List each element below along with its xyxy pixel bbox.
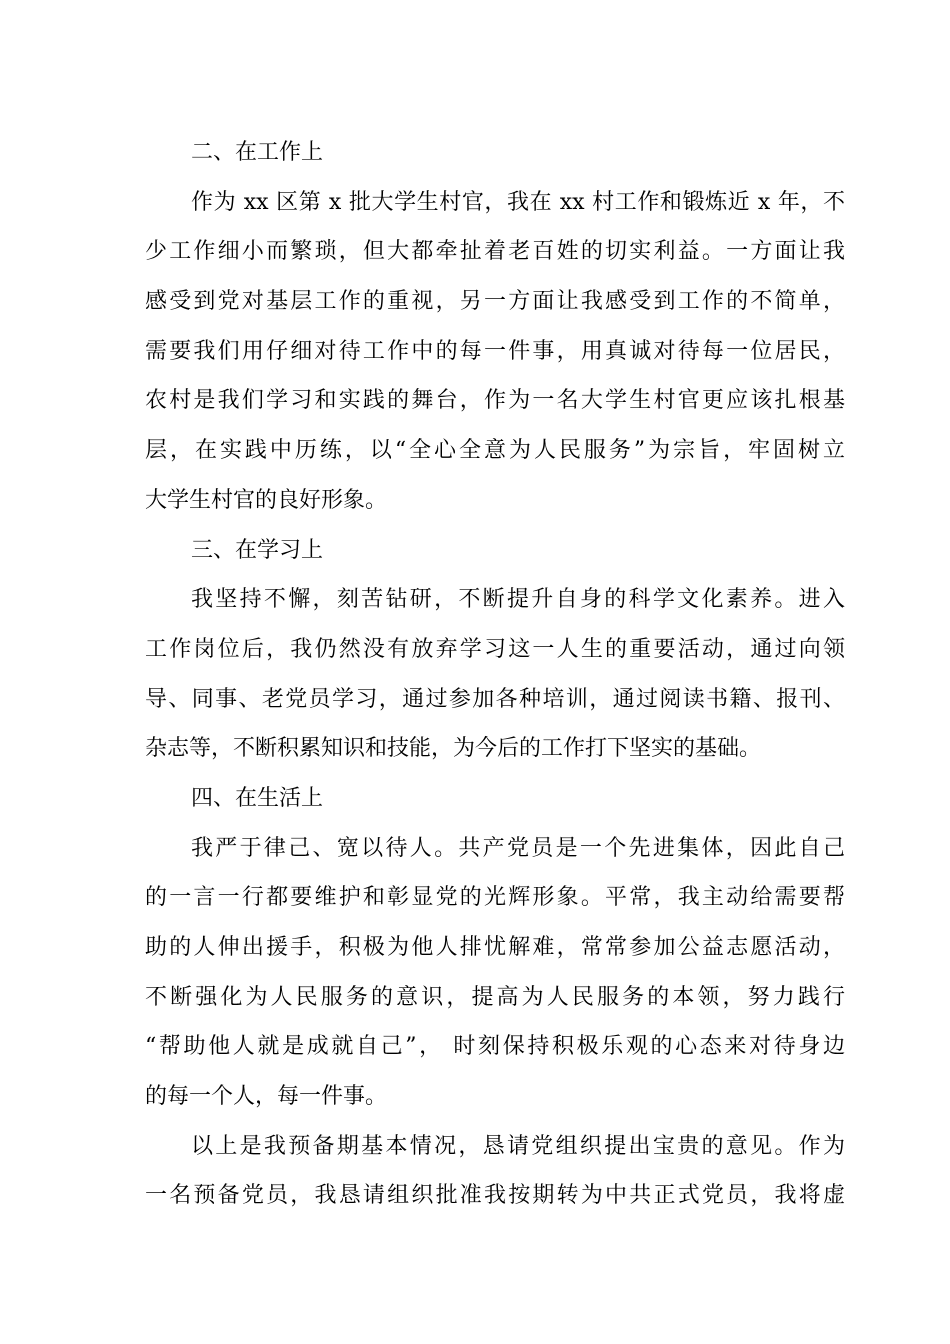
- paragraph-line: “帮助他人就是成就自己”， 时刻保持积极乐观的心态来对待身边: [145, 1034, 845, 1060]
- paragraph-line: 导、同事、老党员学习，通过参加各种培训，通过阅读书籍、报刊、: [145, 686, 845, 712]
- paragraph-line: 层，在实践中历练，以“全心全意为人民服务”为宗旨，牢固树立: [145, 438, 845, 464]
- paragraph-line: 少工作细小而繁琐，但大都牵扯着老百姓的切实利益。一方面让我: [145, 239, 845, 265]
- section-heading-study: 三、在学习上: [191, 537, 324, 563]
- paragraph-line: 的每一个人，每一件事。: [145, 1084, 388, 1110]
- paragraph-line: 工作岗位后，我仍然没有放弃学习这一人生的重要活动，通过向领: [145, 636, 845, 662]
- paragraph-line: 大学生村官的良好形象。: [145, 487, 388, 513]
- paragraph-line: 以上是我预备期基本情况，恳请党组织提出宝贵的意见。作为: [191, 1133, 845, 1159]
- paragraph-line: 农村是我们学习和实践的舞台，作为一名大学生村官更应该扎根基: [145, 388, 845, 414]
- paragraph-line: 我坚持不懈，刻苦钻研，不断提升自身的科学文化素养。进入: [191, 587, 845, 613]
- paragraph-line: 感受到党对基层工作的重视，另一方面让我感受到工作的不简单，: [145, 289, 845, 315]
- document-body: [145, 128, 845, 1221]
- paragraph-line: 需要我们用仔细对待工作中的每一件事，用真诚对待每一位居民，: [145, 338, 845, 364]
- paragraph-line: 作为 xx 区第 x 批大学生村官，我在 xx 村工作和锻炼近 x 年，不: [191, 189, 845, 215]
- section-heading-work: 二、在工作上: [191, 140, 324, 165]
- paragraph-line: 不断强化为人民服务的意识，提高为人民服务的本领，努力践行: [145, 984, 845, 1010]
- section-heading-life: 四、在生活上: [191, 785, 324, 811]
- paragraph-line: 一名预备党员，我恳请组织批准我按期转为中共正式党员，我将虚: [145, 1183, 845, 1209]
- paragraph-line: 我严于律己、宽以待人。共产党员是一个先进集体，因此自己: [191, 835, 845, 861]
- paragraph-line: 助的人伸出援手，积极为他人排忧解难，常常参加公益志愿活动，: [145, 935, 845, 960]
- paragraph-line: 的一言一行都要维护和彰显党的光辉形象。平常，我主动给需要帮: [145, 885, 845, 911]
- paragraph-line: 杂志等，不断积累知识和技能，为今后的工作打下坚实的基础。: [145, 736, 762, 762]
